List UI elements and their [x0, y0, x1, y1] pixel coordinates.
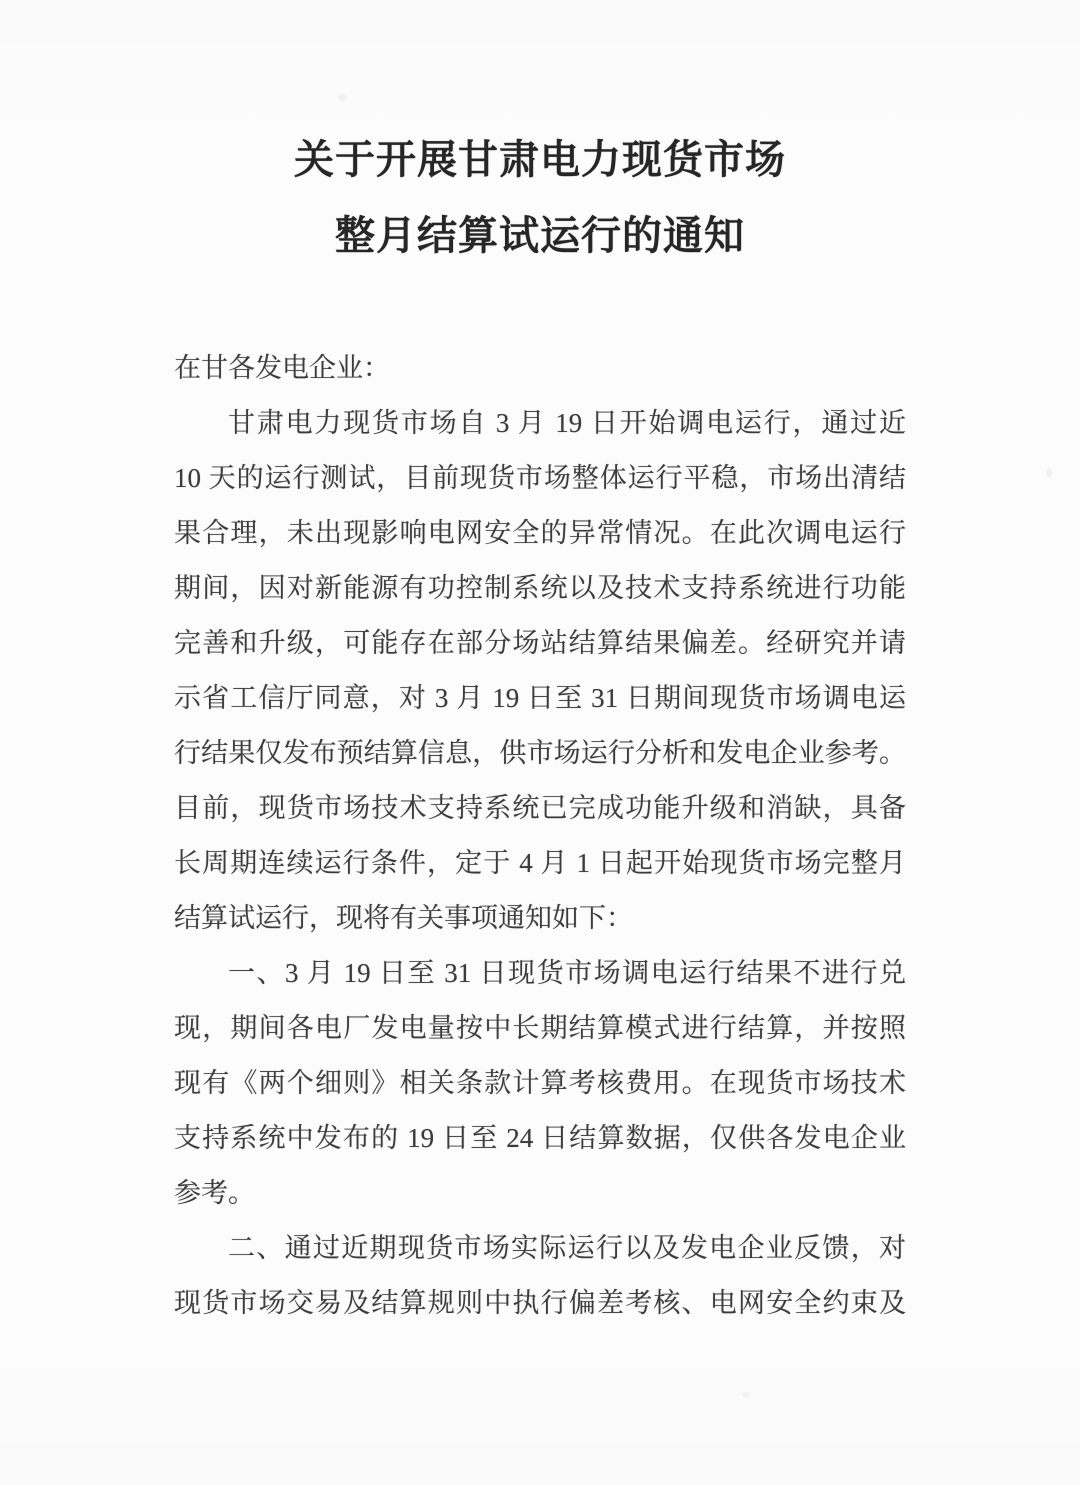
- body-line: 目前，现货市场技术支持系统已完成功能升级和消缺，具备: [174, 793, 906, 823]
- scan-speckle: [338, 94, 347, 101]
- body-line: 完善和升级，可能存在部分场站结算结果偏差。经研究并请: [174, 628, 906, 658]
- body-line: 一、3 月 19 日至 31 日现货市场调电运行结果不进行兑: [228, 958, 906, 988]
- body-line: 长周期连续运行条件，定于 4 月 1 日起开始现货市场完整月: [174, 848, 906, 878]
- body-line: 10 天的运行测试，目前现货市场整体运行平稳，市场出清结: [174, 463, 906, 493]
- document-body: [174, 341, 906, 1331]
- body-line: 现，期间各电厂发电量按中长期结算模式进行结算，并按照: [174, 1013, 906, 1043]
- body-line: 二、通过近期现货市场实际运行以及发电企业反馈，对: [228, 1233, 906, 1263]
- body-line: 现有《两个细则》相关条款计算考核费用。在现货市场技术: [174, 1068, 906, 1098]
- body-line: 甘肃电力现货市场自 3 月 19 日开始调电运行，通过近: [228, 408, 906, 438]
- body-line: 果合理，未出现影响电网安全的异常情况。在此次调电运行: [174, 518, 906, 548]
- body-line: 结算试运行，现将有关事项通知如下：: [174, 903, 633, 933]
- scan-speckle: [1046, 468, 1052, 478]
- salutation-line: 在甘各发电企业：: [174, 353, 390, 383]
- document-title: [0, 0, 1080, 259]
- scan-speckle: [742, 1392, 750, 1398]
- body-line: 参考。: [174, 1178, 255, 1208]
- body-line: 行结果仅发布预结算信息，供市场运行分析和发电企业参考。: [174, 738, 906, 768]
- body-line: 示省工信厅同意，对 3 月 19 日至 31 日期间现货市场调电运: [174, 683, 906, 713]
- title-line-1: 关于开展甘肃电力现货市场: [294, 137, 786, 182]
- body-line: 现货市场交易及结算规则中执行偏差考核、电网安全约束及: [174, 1288, 906, 1318]
- title-line-2: 整月结算试运行的通知: [335, 213, 745, 258]
- body-line: 期间，因对新能源有功控制系统以及技术支持系统进行功能: [174, 573, 906, 603]
- body-line: 支持系统中发布的 19 日至 24 日结算数据，仅供各发电企业: [174, 1123, 906, 1153]
